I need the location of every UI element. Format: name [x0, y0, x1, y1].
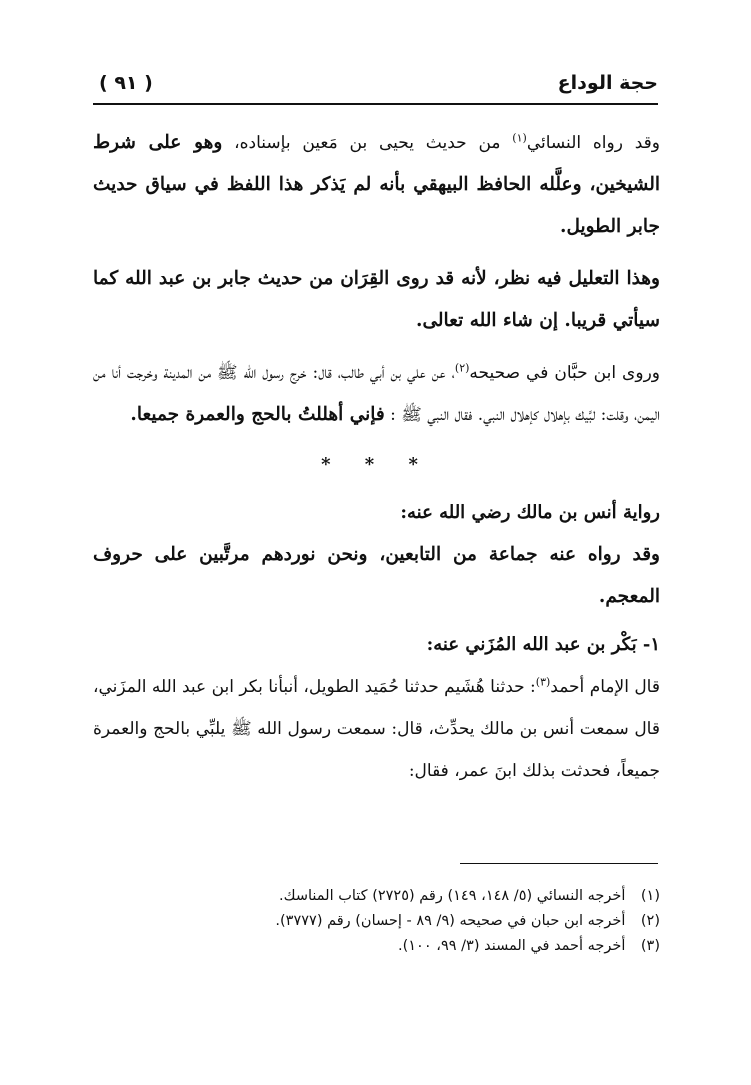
paragraph-text-bold: وهو على شرط الشيخين، وعلَّله الحافظ البيهقي بأنه لم يَذكر هذا اللفظ في سياق حديث جابر الطويل.: [93, 132, 660, 237]
paragraph-text-bold: فإني أهللتُ بالحج والعمرة جميعا.: [130, 404, 385, 425]
footnote-divider: [460, 863, 658, 864]
paragraph-text: : حدثنا هُشَيم حدثنا حُمَيد الطويل، أنبأنا بكر ابن عبد الله المزَني، قال سمعت أنس بن مالك يحدِّث، قال: سمعت رسول الله ﷺ يلبِّي بالحج والعمرة جميعاً، فحدثت بذلك ابنَ عمر، فقال:: [93, 677, 660, 781]
book-title: حجة الوداع: [557, 72, 658, 94]
section-heading-anas: رواية أنس بن مالك رضي الله عنه:: [400, 502, 660, 523]
footnote-text: أخرجه ابن حبان في صحيحه (٩/ ٨٩ - إحسان) رقم (٣٧٧٧).: [275, 913, 626, 929]
footnote-item: [93, 909, 660, 934]
paragraph-nasai: [93, 122, 660, 248]
subsection-heading-bakr: ١- بَكْر بن عبد الله المُزَني عنه:: [426, 634, 660, 655]
footnote-text: أخرجه أحمد في المسند (٣/ ٩٩، ١٠٠).: [397, 938, 626, 954]
paragraph-text: قال الإمام أحمد: [550, 677, 660, 697]
page-header: [93, 70, 658, 102]
footnote-item: [93, 884, 660, 909]
paragraph-tabiin: وقد رواه عنه جماعة من التابعين، ونحن نوردهم مرتَّبين على حروف المعجم.: [93, 544, 660, 607]
paragraph-text: وقد رواه النسائي: [526, 133, 660, 153]
footnote-ref: (١): [512, 131, 527, 145]
paragraph-text: من حديث يحيى بن مَعين بإسناده،: [222, 133, 513, 153]
footnote-number: (٣): [640, 938, 660, 954]
footnote-ref: (٣): [535, 675, 551, 689]
footnote-number: (٢): [640, 913, 660, 929]
header-divider: [93, 103, 658, 105]
paragraph-text: ، عن علي بن أبي طالب، قال: خرج رسول الله ﷺ من المدينة وخرجت أنا من اليمن، وقلت: لبَّيك بإهلال كإهلال النبي. فقال النبي ﷺ :: [93, 363, 660, 425]
section-separator: * * *: [321, 454, 432, 475]
page-number: ( ٩١ ): [99, 72, 153, 94]
paragraph-critique: وهذا التعليل فيه نظر، لأنه قد روى القِرَان من حديث جابر بن عبد الله كما سيأتي قريبا. إن شاء الله تعالى.: [93, 268, 660, 331]
footnote-ref: (٢): [454, 361, 470, 375]
footnote-text: أخرجه النسائي (٥/ ١٤٨، ١٤٩) رقم (٢٧٢٥) كتاب المناسك.: [279, 888, 626, 904]
main-text: [93, 122, 660, 792]
footnotes: [93, 884, 660, 959]
footnote-item: [93, 934, 660, 959]
paragraph-ahmad: [93, 666, 660, 792]
paragraph-ibn-hibban: [93, 352, 660, 436]
footnote-number: (١): [640, 888, 660, 904]
paragraph-text: وروى ابن حبَّان في صحيحه: [469, 363, 660, 383]
